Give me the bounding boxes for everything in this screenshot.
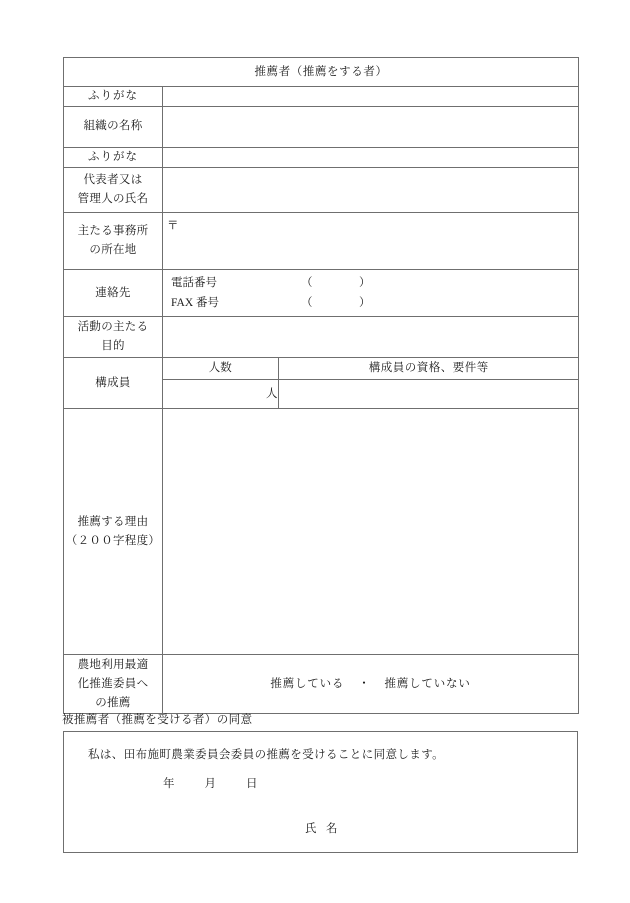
label-office-address (64, 212, 163, 269)
field-furigana-org[interactable] (163, 87, 579, 107)
label-members-count-header: 人数 (163, 358, 278, 380)
table-row-rep-name (64, 167, 579, 212)
label-year: 年 (163, 778, 175, 790)
field-members-qualification[interactable] (278, 380, 579, 409)
label-reason-line2: （２００字程度） (65, 534, 161, 547)
label-farmland-recommendation (64, 655, 163, 714)
label-org-name: 組織の名称 (64, 106, 163, 147)
label-farmland-line1: 農地利用最適 (77, 658, 149, 671)
members-subtable (163, 358, 579, 408)
label-purpose-line2: 目的 (101, 340, 125, 353)
label-purpose (64, 317, 163, 358)
farmland-option-separator: ・ (358, 677, 371, 690)
option-farmland-no[interactable]: 推薦していない (384, 677, 471, 690)
label-fax: FAX 番号 (171, 297, 220, 310)
label-tel: 電話番号 (171, 276, 217, 289)
members-subtable-cell (163, 358, 579, 409)
consent-heading: 被推薦者（推薦を受ける者）の同意 (62, 714, 253, 726)
fax-paren-close: ） (359, 297, 371, 310)
table-row-purpose (64, 317, 579, 358)
field-furigana-rep[interactable] (163, 147, 579, 167)
consent-date-line[interactable] (133, 775, 258, 791)
label-members: 構成員 (64, 358, 163, 409)
field-reason[interactable] (163, 409, 579, 655)
table-row-furigana-rep (64, 147, 579, 167)
table-row-furigana-org (64, 87, 579, 107)
label-farmland-line3: の推薦 (95, 696, 131, 709)
label-farmland-line2: 化推進委員へ (77, 677, 149, 690)
members-value-row (163, 380, 579, 409)
table-row-title (64, 58, 579, 87)
contact-row-fax (171, 293, 578, 313)
table-row-members (64, 358, 579, 409)
table-row-farmland-recommendation (64, 655, 579, 714)
label-office-address-line1: 主たる事務所 (77, 224, 149, 237)
fax-paren-open: （ (301, 297, 313, 310)
postal-code-mark: 〒 (167, 219, 179, 232)
field-org-name[interactable] (163, 106, 579, 147)
table-row-office-address (64, 212, 579, 269)
contact-row-tel (171, 273, 578, 293)
table-row-contact (64, 269, 579, 316)
label-rep-name-line2: 管理人の氏名 (77, 192, 149, 205)
tel-paren-open: （ (301, 276, 313, 289)
label-rep-name (64, 167, 163, 212)
recommender-table (63, 57, 579, 714)
tel-paren-close: ） (359, 276, 371, 289)
table-row-reason (64, 409, 579, 655)
field-rep-name[interactable] (163, 167, 579, 212)
label-furigana-rep: ふりがな (64, 147, 163, 167)
label-contact: 連絡先 (64, 269, 163, 316)
label-purpose-line1: 活動の主たる (77, 321, 149, 334)
consent-box (63, 731, 578, 853)
field-office-address[interactable] (163, 212, 579, 269)
table-row-org-name (64, 106, 579, 147)
label-members-qual-header: 構成員の資格、要件等 (278, 358, 579, 380)
label-month: 月 (204, 778, 216, 790)
label-office-address-line2: の所在地 (89, 243, 137, 256)
label-reason (64, 409, 163, 655)
label-name-char2: 名 (326, 823, 338, 835)
label-day: 日 (246, 778, 258, 790)
consent-statement: 私は、田布施町農業委員会委員の推薦を受けることに同意します。 (88, 749, 445, 761)
label-name-char1: 氏 (305, 823, 317, 835)
field-members-count[interactable]: 人 (163, 380, 278, 409)
field-contact[interactable] (163, 269, 579, 316)
consent-name-line[interactable] (305, 820, 338, 836)
label-reason-line1: 推薦する理由 (77, 515, 149, 528)
field-purpose[interactable] (163, 317, 579, 358)
label-furigana-org: ふりがな (64, 87, 163, 107)
members-header-row (163, 358, 579, 380)
form-title: 推薦者（推薦をする者） (64, 58, 579, 87)
label-rep-name-line1: 代表者又は (83, 173, 143, 186)
field-farmland-recommendation (163, 655, 579, 714)
option-farmland-yes[interactable]: 推薦している (270, 677, 345, 690)
